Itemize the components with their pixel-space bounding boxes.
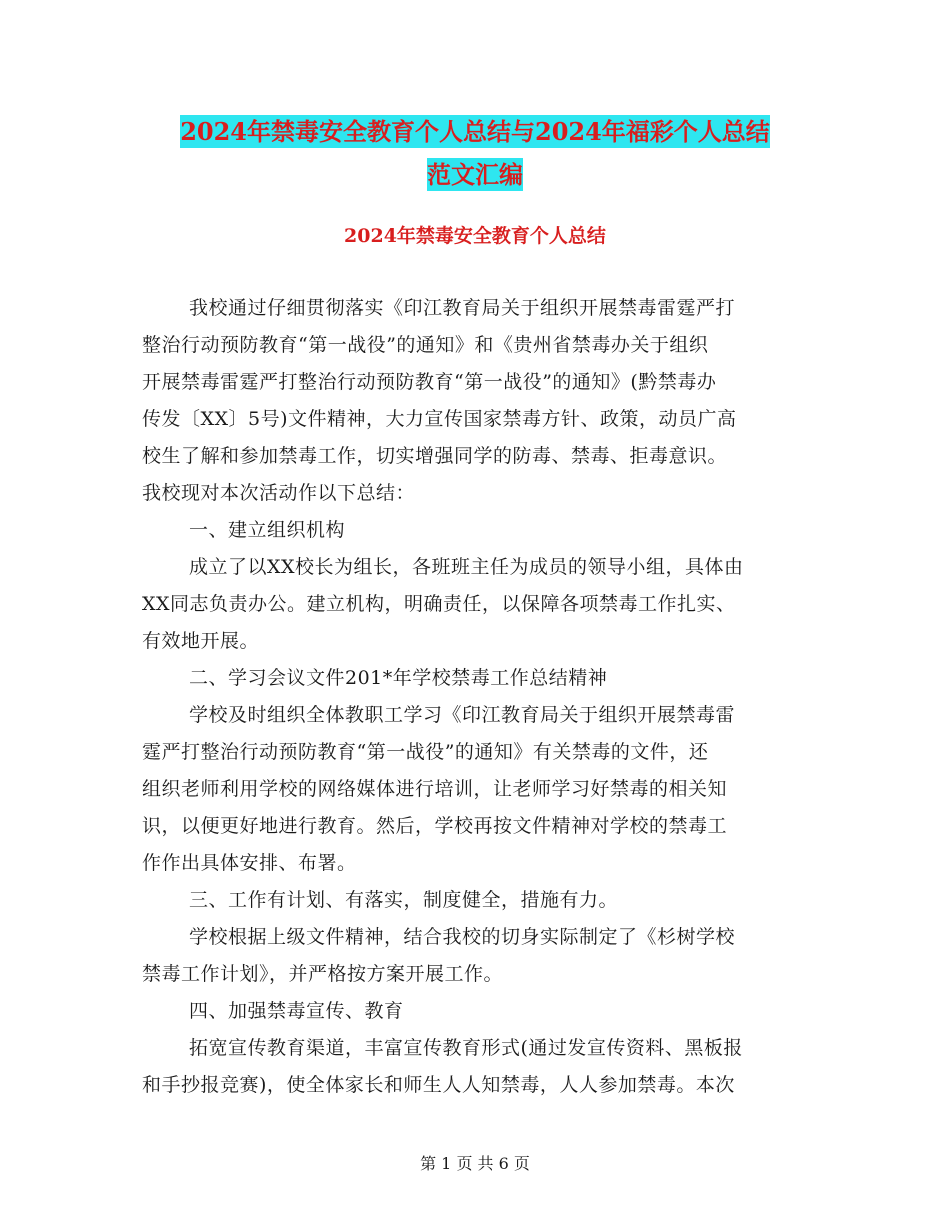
body-line: 和手抄报竞赛)，使全体家长和师生人人知禁毒，人人参加禁毒。本次 [142,1074,735,1096]
body-line: 开展禁毒雷霆严打整治行动预防教育“第一战役”的通知》(黔禁毒办 [142,371,717,393]
page-footer: 第 1 页 共 6 页 [420,1154,530,1173]
body-line: XX同志负责办公。建立机构，明确责任，以保障各项禁毒工作扎实、 [142,593,736,615]
body-line: 作作出具体安排、布署。 [142,852,357,874]
body-line: 识，以便更好地进行教育。然后，学校再按文件精神对学校的禁毒工 [142,815,728,837]
heading-4: 四、加强禁毒宣传、教育 [189,1000,404,1022]
body-line: 组织老师利用学校的网络媒体进行培训，让老师学习好禁毒的相关知 [142,778,728,800]
document-title-line2: 范文汇编 [427,160,523,189]
heading-3: 三、工作有计划、有落实，制度健全，措施有力。 [189,889,619,911]
body-line: 传发〔XX〕5号)文件精神，大力宣传国家禁毒方针、政策，动员广高 [142,408,737,430]
heading-2: 二、学习会议文件201*年学校禁毒工作总结精神 [189,667,608,689]
body-line: 学校根据上级文件精神，结合我校的切身实际制定了《杉树学校 [189,926,736,948]
body-line: 我校通过仔细贯彻落实《印江教育局关于组织开展禁毒雷霆严打 [189,297,736,319]
body-line: 有效地开展。 [142,630,260,652]
body-line: 霆严打整治行动预防教育“第一战役”的通知》有关禁毒的文件，还 [142,741,709,763]
body-line: 我校现对本次活动作以下总结： [142,482,416,504]
body-line: 整治行动预防教育“第一战役”的通知》和《贵州省禁毒办关于组织 [142,334,709,356]
document-title-line1: 2024年禁毒安全教育个人总结与2024年福彩个人总结 [180,117,770,146]
heading-1: 一、建立组织机构 [189,519,346,541]
body-line: 校生了解和参加禁毒工作，切实增强同学的防毒、禁毒、拒毒意识。 [142,445,728,467]
body-line: 禁毒工作计划》，并严格按方案开展工作。 [142,963,504,985]
body-line: 成立了以XX校长为组长，各班班主任为成员的领导小组，具体由 [189,556,744,578]
body-line: 学校及时组织全体教职工学习《印江教育局关于组织开展禁毒雷 [189,704,736,726]
body-line: 拓宽宣传教育渠道，丰富宣传教育形式(通过发宣传资料、黑板报 [189,1037,743,1059]
section-title: 2024年禁毒安全教育个人总结 [344,225,606,247]
